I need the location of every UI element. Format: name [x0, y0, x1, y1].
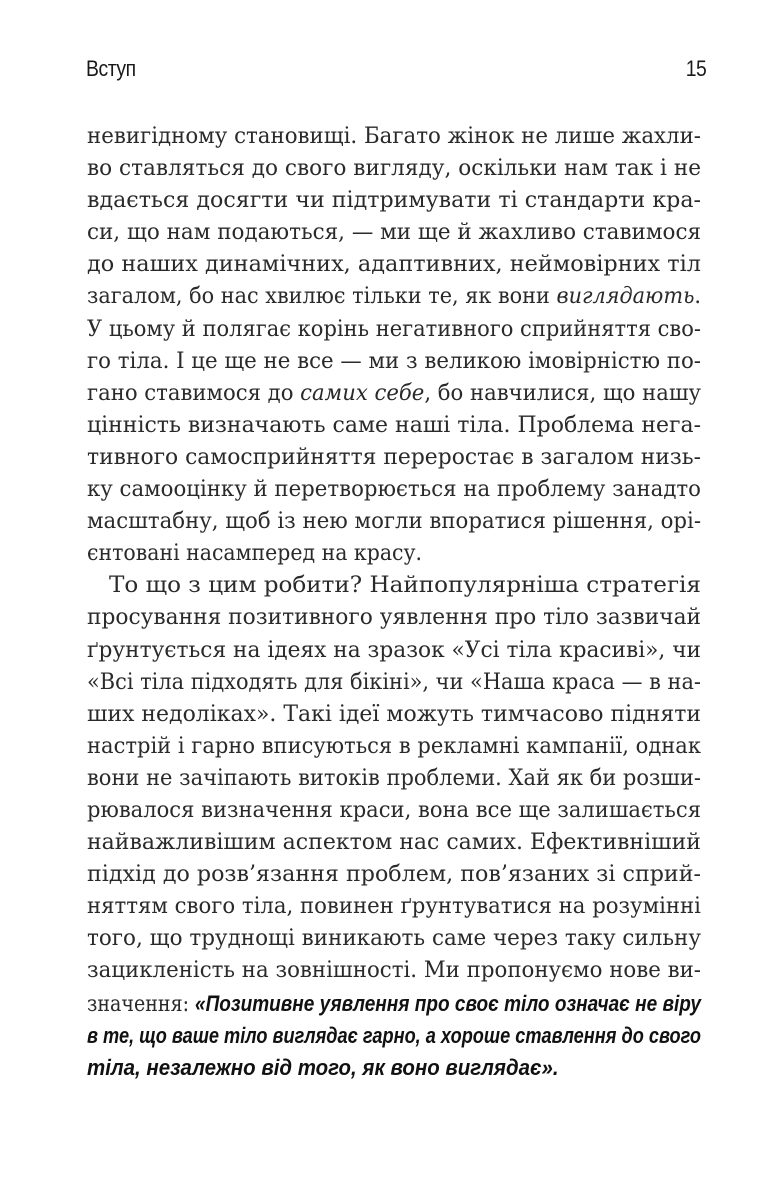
text-line: То що з цим робити? Найпопулярніша стратегія: [109, 573, 701, 599]
text-line: У цьому й полягає корінь негативного сприйняття сво-: [87, 316, 702, 342]
text-line: вдається досягти чи підтримувати ті стандарти кра-: [87, 188, 702, 214]
text-line: «Всі тіла підходять для бікіні», чи «Наша краса — в на-: [87, 669, 701, 695]
text-line: найважливішим аспектом нас самих. Ефективніший: [87, 830, 701, 856]
text-line: до наших динамічних, адаптивних, неймовірних тіл: [87, 252, 702, 278]
text-line: масштабну, щоб із нею могли впоратися рішення, орі-: [87, 509, 702, 535]
chapter-title: Вступ: [86, 56, 136, 81]
text-line: того, що труднощі виникають саме через таку сильну: [87, 926, 701, 952]
running-head: [86, 56, 706, 90]
text-line: значення: «Позитивне уявлення про своє тіло означає не віру: [87, 990, 702, 1017]
body-text: [87, 121, 701, 1084]
text-line: невигідному становищі. Багато жінок не лише жахли-: [87, 124, 702, 149]
text-line: рювалося визначення краси, вона все ще залишається: [87, 797, 701, 823]
text-line: няттям свого тіла, повинен ґрунтуватися на розумінні: [87, 894, 701, 920]
text-line: цінність визначають саме наші тіла. Проблема нега-: [87, 412, 702, 438]
definition-bold-text: тіла, незалежно від того, як воно виглядає».: [87, 1054, 559, 1080]
text-line: вони не зачіпають витоків проблеми. Хай як би розши-: [87, 765, 701, 791]
text-line: го тіла. І це ще не все — ми з великою імовірністю по-: [87, 348, 701, 374]
text-line: єнтовані насамперед на красу.: [87, 541, 423, 567]
emphasis-text: виглядають: [556, 284, 695, 310]
text-line: загалом, бо нас хвилює тільки те, як вони виглядають.: [87, 284, 702, 310]
text-line: ших недоліках». Такі ідеї можуть тимчасово підняти: [87, 701, 701, 727]
paragraph-2: [87, 570, 701, 1084]
text-line: [87, 1052, 701, 1084]
text-line: настрій і гарно вписуються в рекламні кампанії, однак: [87, 733, 701, 759]
text-line: гано ставимося до самих себе, бо навчилися, що нашу: [87, 380, 702, 406]
text-line: зацикленість на зовнішності. Ми пропонуємо нове ви-: [87, 958, 701, 984]
definition-bold-text: в те, що ваше тіло виглядає гарно, а хороше ставлення до свого: [87, 1022, 701, 1048]
text-line: ку самооцінку й перетворюється на проблему занадто: [87, 477, 701, 503]
text-line: ґрунтується на ідеях на зразок «Усі тіла красиві», чи: [87, 637, 702, 663]
text-line: просування позитивного уявлення про тіло зазвичай: [87, 605, 702, 631]
paragraph-1: [87, 121, 701, 570]
definition-bold-text: «Позитивне уявлення про своє тіло означає не віру: [195, 990, 702, 1016]
page-number: 15: [685, 56, 707, 81]
text-line: [87, 1020, 701, 1052]
text-line: си, що нам подаються, — ми ще й жахливо ставимося: [87, 220, 701, 246]
emphasis-text: самих себе: [300, 380, 425, 406]
text-line: во ставляться до свого вигляду, оскільки нам так і не: [87, 156, 701, 182]
text-line: тивного самосприйняття переростає в загалом низь-: [87, 444, 702, 470]
text-line: підхід до розв’язання проблем, пов’язаних зі сприй-: [87, 862, 701, 888]
